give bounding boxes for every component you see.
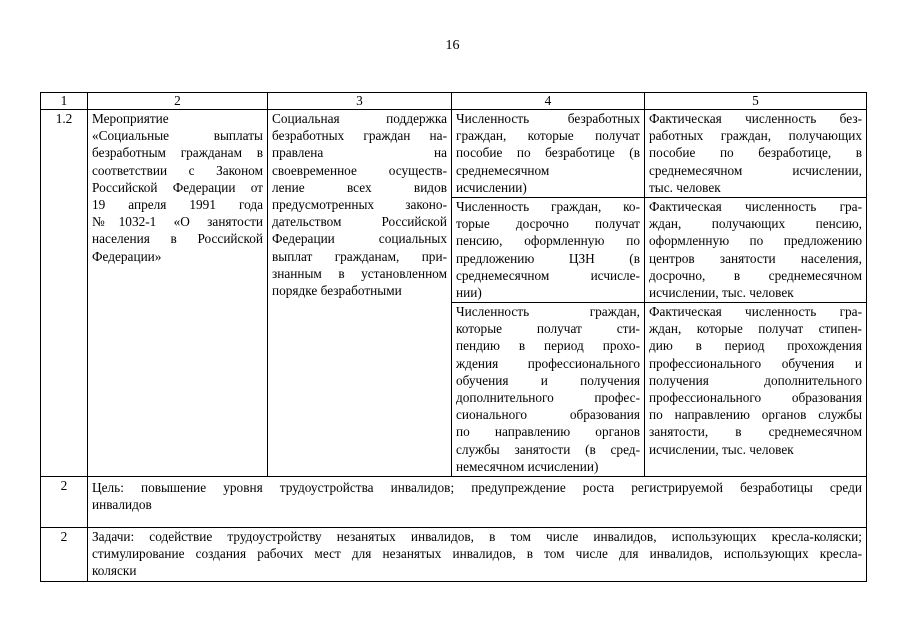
text-line: коляски [92, 563, 137, 579]
text-line: стимулирование создания рабочих мест для незанятых инвалидов, в том числе для инвалидов, использующих кресла- [92, 546, 862, 562]
text-line: Задачи: содействие трудоустройству незанятых инвалидов, в том числе инвалидов, использующих кресла-коляски; [92, 528, 862, 544]
text-line: правлена на [272, 145, 447, 161]
text-line: оформленную по предложению [649, 233, 862, 249]
text-line: безработных граждан на- [272, 128, 447, 144]
measure-name-cell [88, 110, 268, 477]
text-line: дию в период прохождения [649, 338, 862, 354]
text-line: исчислении) [456, 179, 527, 195]
text-line: Цель: повышение уровня трудоустройства инвалидов; предупреждение роста регистрируемой безработицы среди [92, 479, 862, 495]
text-line: выплат гражданам, при- [272, 248, 447, 264]
table-header-row [41, 93, 867, 110]
text-line: среднемесячном исчисле- [456, 267, 640, 283]
column-number-4: 4 [452, 93, 645, 110]
text-line: центров занятости населения, [649, 250, 862, 266]
text-line: предусмотренных законо- [272, 196, 447, 212]
text-line: своевременное осуществ- [272, 162, 447, 178]
column-number-1: 1 [41, 93, 88, 110]
tasks-cell [88, 527, 867, 581]
text-line: Фактическая численность без- [649, 111, 862, 126]
text-line: сионального образования [456, 407, 640, 423]
indicator-definition-cell [645, 197, 867, 302]
column-number-2: 2 [88, 93, 268, 110]
text-line: предложению ЦЗН (в [456, 250, 640, 266]
text-line: 19 апреля 1991 года [92, 196, 263, 212]
text-line: соответствии с Законом [92, 162, 263, 178]
text-line: Мероприятие [92, 111, 169, 126]
text-line: ждения профессионального [456, 355, 640, 371]
text-line: досрочно, в среднемесячном [649, 267, 862, 283]
text-line: ление всех видов [272, 179, 447, 195]
text-line: порядке безработными [272, 282, 402, 298]
text-line: «Социальные выплаты [92, 128, 263, 144]
table-row [41, 110, 867, 198]
text-line: знанным в установленном [272, 265, 447, 281]
table-row [41, 527, 867, 581]
text-line: Фактическая численность гра- [649, 198, 862, 214]
column-number-3: 3 [268, 93, 452, 110]
measures-table [40, 92, 867, 582]
text-line: пенсию, оформленную по [456, 233, 640, 249]
goal-cell [88, 476, 867, 527]
text-line: исчислении, тыс. человек [649, 284, 794, 300]
table-row [41, 476, 867, 527]
text-line: которые получат сти- [456, 321, 640, 337]
text-line: получения дополнительного [649, 372, 862, 388]
text-line: ждан, получающих пенсию, [649, 216, 862, 232]
text-line: занятости, в среднемесячном [649, 424, 862, 440]
measure-content-cell [268, 110, 452, 477]
text-line: Численность безработных [456, 111, 640, 126]
text-line: среднемесячном исчислении, [649, 162, 862, 178]
row-number: 2 [41, 476, 88, 527]
text-line: инвалидов [92, 497, 152, 513]
text-line: среднемесячном [456, 162, 550, 178]
text-line: №1032-1 «О занятости [92, 214, 263, 230]
column-number-5: 5 [645, 93, 867, 110]
text-line: профессионального обучения и [649, 355, 862, 371]
text-line: Социальная поддержка [272, 111, 447, 126]
indicator-cell [452, 303, 645, 477]
text-line: ждан, которые получат стипен- [649, 321, 862, 337]
indicator-definition-cell [645, 303, 867, 477]
text-line: Численность граждан, [456, 304, 640, 320]
text-line: Численность граждан, ко- [456, 198, 640, 214]
text-line: граждан, которые получат [456, 128, 640, 144]
text-line: Фактическая численность гра- [649, 304, 862, 320]
text-line: пендию в период прохо- [456, 338, 640, 354]
text-line: населения в Российской [92, 231, 263, 247]
text-line: пособие по безработице (в [456, 145, 640, 161]
text-line: Федерации» [92, 248, 162, 264]
text-line: Федерации социальных [272, 231, 447, 247]
text-line: обучения и получения [456, 372, 640, 388]
text-line: дополнительного профес- [456, 390, 640, 405]
text-line: Российской Федерации от [92, 179, 263, 195]
text-line: пособие по безработице, в [649, 145, 862, 161]
text-line: исчислении, тыс. человек [649, 441, 794, 457]
text-line: дательством Российской [272, 214, 447, 230]
indicator-cell [452, 110, 645, 198]
text-line: службы занятости (в сред- [456, 441, 640, 457]
text-line: работных граждан, получающих [649, 128, 862, 144]
text-line: безработным гражданам в [92, 145, 263, 161]
row-number: 2 [41, 527, 88, 581]
indicator-cell [452, 197, 645, 302]
text-line: торые досрочно получат [456, 216, 640, 232]
text-line: по направлению органов [456, 424, 640, 440]
text-line: тыс. человек [649, 179, 721, 195]
text-line: профессионального образования [649, 390, 862, 405]
indicator-definition-cell [645, 110, 867, 198]
text-line: по направлению органов службы [649, 407, 862, 423]
text-line: нии) [456, 284, 482, 300]
text-line: немесячном исчислении) [456, 458, 599, 474]
page-number: 16 [445, 38, 460, 53]
row-number: 1.2 [41, 110, 88, 477]
